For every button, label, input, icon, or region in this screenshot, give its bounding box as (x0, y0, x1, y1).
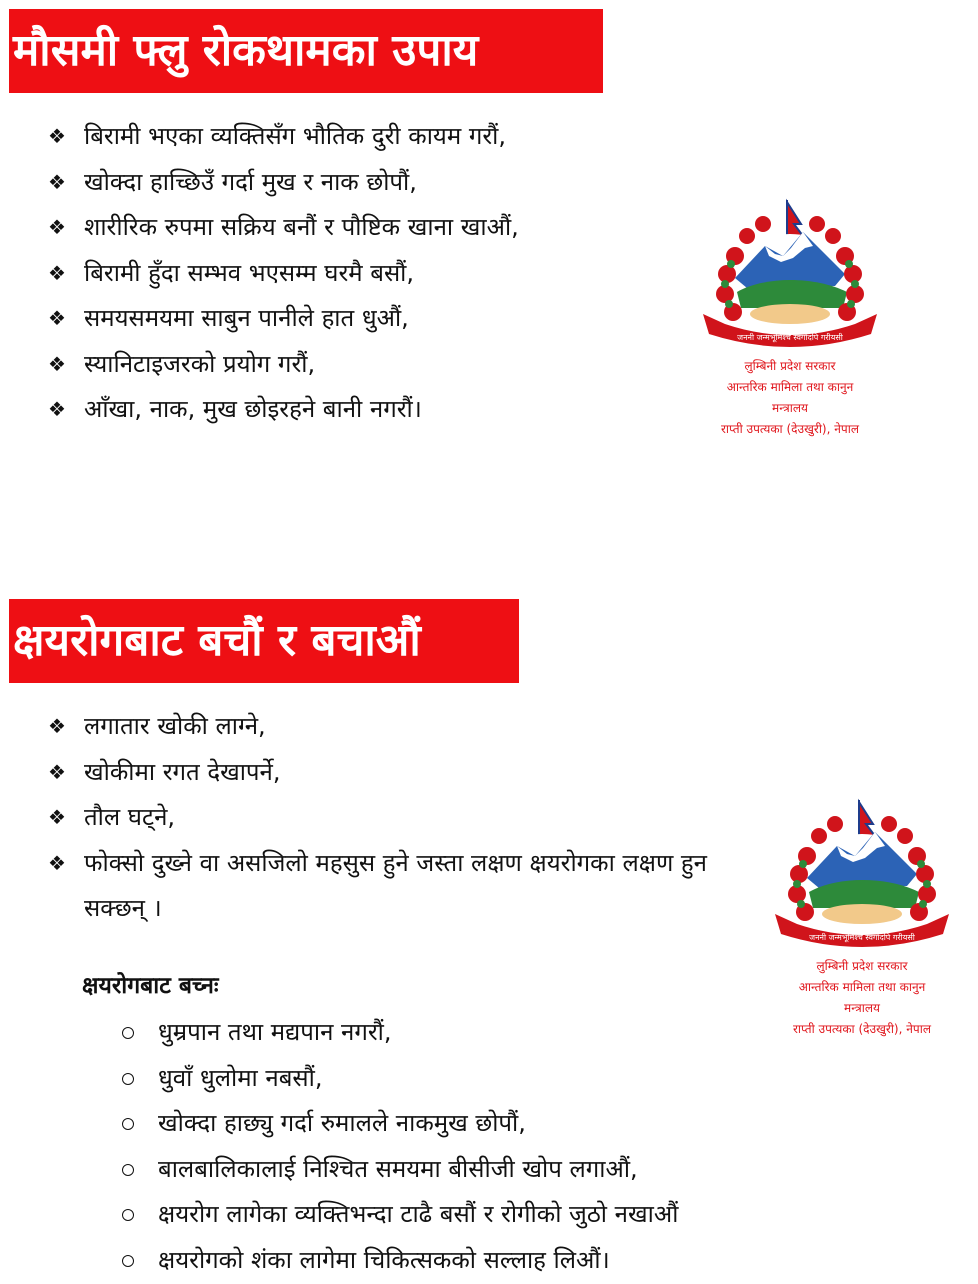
nepal-emblem-icon (695, 196, 885, 356)
diamond-bullet-icon: ❖ (48, 351, 66, 376)
diamond-bullet-icon: ❖ (48, 397, 66, 421)
emblem-ribbon-text: जननी जन्मभूमिश्च स्वर्गादपि गरीयसी (809, 933, 915, 942)
tb-prevention-list (122, 1010, 678, 1283)
list-item: ❖ बिरामी हुँदा सम्भव भएसम्म घरमै बसौं, (48, 251, 519, 297)
government-emblem-block (762, 796, 962, 1040)
diamond-bullet-icon: ❖ (48, 759, 66, 784)
list-item: बालबालिकालाई निश्चित समयमा बीसीजी खोप लगाऔं, (122, 1147, 678, 1193)
emblem-caption-line: लुम्बिनी प्रदेश सरकार (744, 359, 836, 373)
list-item: ❖ आँखा, नाक, मुख छोइरहने बानी नगरौं। (48, 387, 519, 433)
list-item: क्षयरोगको शंका लागेमा चिकित्सकको सल्लाह लिऔं। (122, 1238, 678, 1284)
circle-bullet-icon (122, 1073, 134, 1085)
list-item: ❖ खोक्दा हाच्छिउँ गर्दा मुख र नाक छोपौं, (48, 160, 519, 206)
circle-bullet-icon (122, 1255, 134, 1267)
list-item: ❖ समयसमयमा साबुन पानीले हात धुऔं, (48, 296, 519, 342)
list-item: ❖ खोकीमा रगत देखापर्ने, (48, 750, 724, 796)
list-item: ❖ बिरामी भएका व्यक्तिसँग भौतिक दुरी कायम गरौं, (48, 114, 519, 160)
emblem-caption-line: मन्त्रालय (772, 401, 808, 415)
diamond-bullet-icon: ❖ (48, 306, 66, 330)
diamond-bullet-icon: ❖ (48, 260, 66, 285)
diamond-bullet-icon: ❖ (48, 714, 66, 738)
list-item: ❖ तौल घट्ने, (48, 795, 724, 841)
list-item: ❖ स्यानिटाइजरको प्रयोग गरौं, (48, 342, 519, 388)
flu-prevention-title: मौसमी फ्लु रोकथामका उपाय (9, 9, 603, 93)
emblem-caption-line: राप्ती उपत्यका (देउखुरी), नेपाल (721, 422, 859, 436)
flu-prevention-list (48, 114, 519, 433)
diamond-bullet-icon: ❖ (48, 215, 66, 239)
diamond-bullet-icon: ❖ (48, 169, 66, 194)
tb-symptom-list (48, 704, 724, 932)
list-item: ❖ फोक्सो दुख्ने वा असजिलो महसुस हुने जस्ता लक्षण क्षयरोगका लक्षण हुन सक्छन् । (48, 841, 724, 932)
diamond-bullet-icon: ❖ (48, 805, 66, 829)
nepal-emblem-icon (767, 796, 957, 956)
list-item: ❖ लगातार खोकी लाग्ने, (48, 704, 724, 750)
list-item: धुवाँ धुलोमा नबसौं, (122, 1056, 678, 1102)
circle-bullet-icon (122, 1164, 134, 1176)
diamond-bullet-icon: ❖ (48, 850, 66, 875)
emblem-caption-line: आन्तरिक मामिला तथा कानुन (726, 380, 854, 394)
emblem-caption-line: आन्तरिक मामिला तथा कानुन (798, 980, 926, 994)
list-item: क्षयरोग लागेका व्यक्तिभन्दा टाढै बसौं र रोगीको जुठो नखाऔं (122, 1192, 678, 1238)
government-emblem-block (690, 196, 890, 440)
circle-bullet-icon (122, 1027, 134, 1039)
tb-prevention-title: क्षयरोगबाट बचौं र बचाऔं (9, 599, 519, 683)
emblem-caption-line: मन्त्रालय (844, 1001, 880, 1015)
list-item: धुम्रपान तथा मद्यपान नगरौं, (122, 1010, 678, 1056)
list-item: खोक्दा हाछ्यु गर्दा रुमालले नाकमुख छोपौं, (122, 1101, 678, 1147)
tb-prevention-subheading: क्षयरोगबाट बच्नः (82, 973, 219, 999)
circle-bullet-icon (122, 1209, 134, 1221)
diamond-bullet-icon: ❖ (48, 124, 66, 148)
emblem-ribbon-text: जननी जन्मभूमिश्च स्वर्गादपि गरीयसी (737, 333, 843, 342)
list-item: ❖ शारीरिक रुपमा सक्रिय बनौं र पौष्टिक खाना खाऔं, (48, 205, 519, 251)
emblem-caption-line: लुम्बिनी प्रदेश सरकार (816, 959, 908, 973)
emblem-caption-line: राप्ती उपत्यका (देउखुरी), नेपाल (793, 1022, 931, 1036)
circle-bullet-icon (122, 1118, 134, 1130)
